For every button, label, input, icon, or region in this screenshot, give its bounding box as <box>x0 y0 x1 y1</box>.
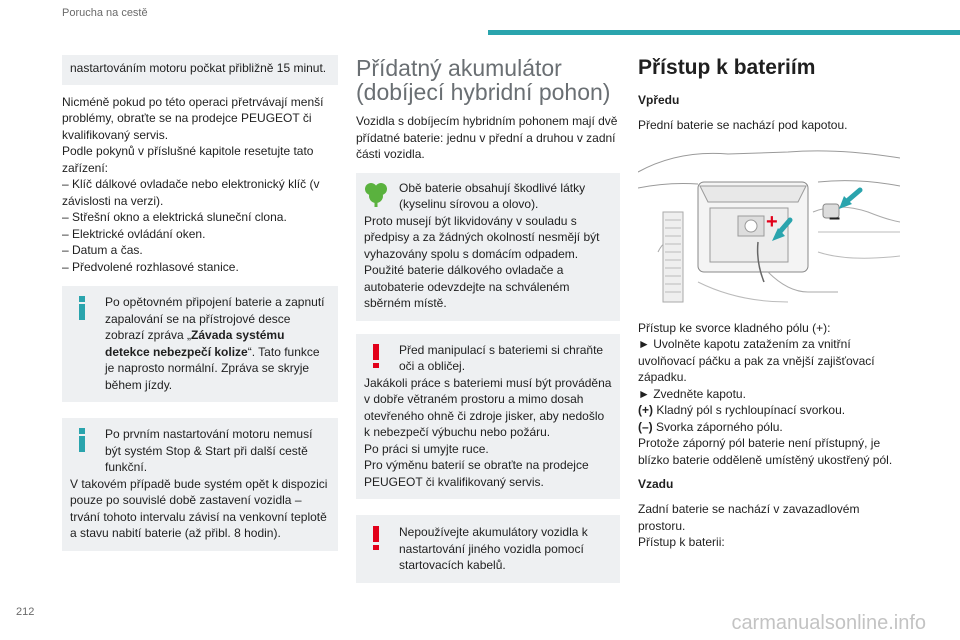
info-collision-post: “. Tato funkce je naprosto normální. Zpráva se skryje během jízdy. <box>105 344 320 392</box>
info-box-collision <box>62 286 338 402</box>
continued-note-text: nastartováním motoru počkat přibližně 15 minut. <box>70 61 327 75</box>
eco-text-1: Proto musejí být likvidovány v souladu s předpisy a za žádných okolností nesmějí být vyhazovány spolu s domácím odpadem. <box>364 213 600 261</box>
column-3 <box>638 56 900 551</box>
info-box-stopstart <box>62 418 338 551</box>
eco-text-2: Použité baterie dálkového ovladače a autobaterie odevzdejte na schváleném sběrném místě. <box>364 263 570 310</box>
legend-minus <box>638 419 900 436</box>
eco-box <box>356 173 620 321</box>
plus-pole-label: + <box>766 210 778 233</box>
watermark: carmanualsonline.info <box>731 612 926 634</box>
warn1-text-2: Po práci si umyjte ruce. <box>364 441 489 456</box>
info-stopstart-1: V takovém případě bude systém opět k dispozici pouze po souvislé době zastavení vozidla – trvání tohoto intervalu závisí na venkovní teplotě a stavu nabití baterie (až přibl. 8 hodin). <box>70 476 328 540</box>
info-stopstart-0: Po prvním nastartování motoru nemusí být systém Stop & Start při další cestě funkční. <box>105 427 313 474</box>
legend-plus <box>638 402 900 419</box>
reset-item-2: – Elektrické ovládání oken. <box>62 226 206 241</box>
section-title-aux-battery: Přídatný akumulátor (dobíjecí hybridní pohon) <box>356 55 611 105</box>
step-release-hood: ► Uvolněte kapotu zatažením za vnitřní uvolňovací páčku a pak za vnější zajišťovací západku. <box>638 337 875 384</box>
warn2-text: Nepoužívejte akumulátory vozidla k nastartování jiného vozidla pomocí startovacích kabelů. <box>399 525 588 572</box>
reset-para-0: Nicméně pokud po této operaci přetrvávají menší problémy, obraťte se na prodejce PEUGEOT či kvalifikovaný servis. <box>62 94 324 142</box>
reset-item-3: – Datum a čas. <box>62 243 143 257</box>
column-1 <box>62 55 338 551</box>
warning-icon <box>364 343 388 369</box>
warn1-text-0: Před manipulací s bateriemi si chraňte oči a obličej. <box>399 342 604 373</box>
header-title: Porucha na cestě <box>62 7 148 19</box>
reset-item-1: – Střešní okno a elektrická sluneční clona. <box>62 210 287 224</box>
minus-note: Protože záporný pól baterie není přístupný, je blízko baterie odděleně umístěný ukostřený pól. <box>638 436 893 467</box>
info-collision-pre: Po opětovném připojení baterie a zapnutí zapalování se na přístrojové desce zobrazí zpráva „ <box>105 295 325 342</box>
reset-item-4: – Předvolené rozhlasové stanice. <box>62 259 239 274</box>
rear-battery-location: Zadní baterie se nachází v zavazadlovém prostoru. <box>638 502 860 533</box>
legend-minus-desc: Svorka záporného pólu. <box>652 419 783 434</box>
legend-plus-key: (+) <box>638 403 653 417</box>
continued-note-box <box>62 55 338 85</box>
rear-subhead: Vzadu <box>638 477 674 491</box>
legend-plus-desc: Kladný pól s rychloupínací svorkou. <box>653 403 846 417</box>
warning-icon <box>364 525 388 551</box>
reset-instructions <box>62 94 338 276</box>
info-collision-bold: Závada systému detekce nebezpečí kolize <box>105 328 285 359</box>
section-title-battery-access: Přístup k bateriím <box>638 56 816 79</box>
warning-box-handling <box>356 334 620 500</box>
warn1-text-3: Pro výměnu baterií se obraťte na prodejce PEUGEOT či kvalifikovaný servis. <box>364 458 589 489</box>
legend-minus-key: (–) <box>638 419 653 434</box>
step-raise-hood: ► Zvedněte kapotu. <box>638 386 746 401</box>
info-icon <box>70 427 94 453</box>
warn1-text-1: Jakákoli práce s bateriemi musí být prováděna v dobře větraném prostoru a mimo dosah otevřeného ohně či zdroje jisker, aby nedošlo k nebezpečí výbuchu nebo požáru. <box>364 375 612 439</box>
plus-access-heading: Přístup ke svorce kladného pólu (+): <box>638 320 831 335</box>
recycling-leaf-icon <box>364 181 388 207</box>
page-number: 212 <box>16 606 35 618</box>
engine-bay-battery-illustration <box>638 142 900 312</box>
warning-box-jumpstart <box>356 515 620 583</box>
aux-battery-intro: Vozidla s dobíjecím hybridním pohonem mají dvě přídatné baterie: jednu v přední a druhou v zadní části vozidla. <box>356 114 618 161</box>
column-2 <box>356 56 620 583</box>
rear-access-heading: Přístup k baterii: <box>638 535 725 549</box>
eco-text-0: Obě baterie obsahují škodlivé látky (kyselinu sírovou a olovo). <box>399 180 586 211</box>
minus-pole-label: – <box>829 206 841 229</box>
header-accent-bar <box>488 30 960 35</box>
info-icon <box>70 295 94 321</box>
front-battery-location: Přední baterie se nachází pod kapotou. <box>638 118 848 132</box>
reset-para-1: Podle pokynů v příslušné kapitole resetujte tato zařízení: <box>62 144 314 175</box>
reset-item-0: – Klíč dálkové ovladače nebo elektronický klíč (v závislosti na verzi). <box>62 177 320 208</box>
front-subhead: Vpředu <box>638 93 680 107</box>
